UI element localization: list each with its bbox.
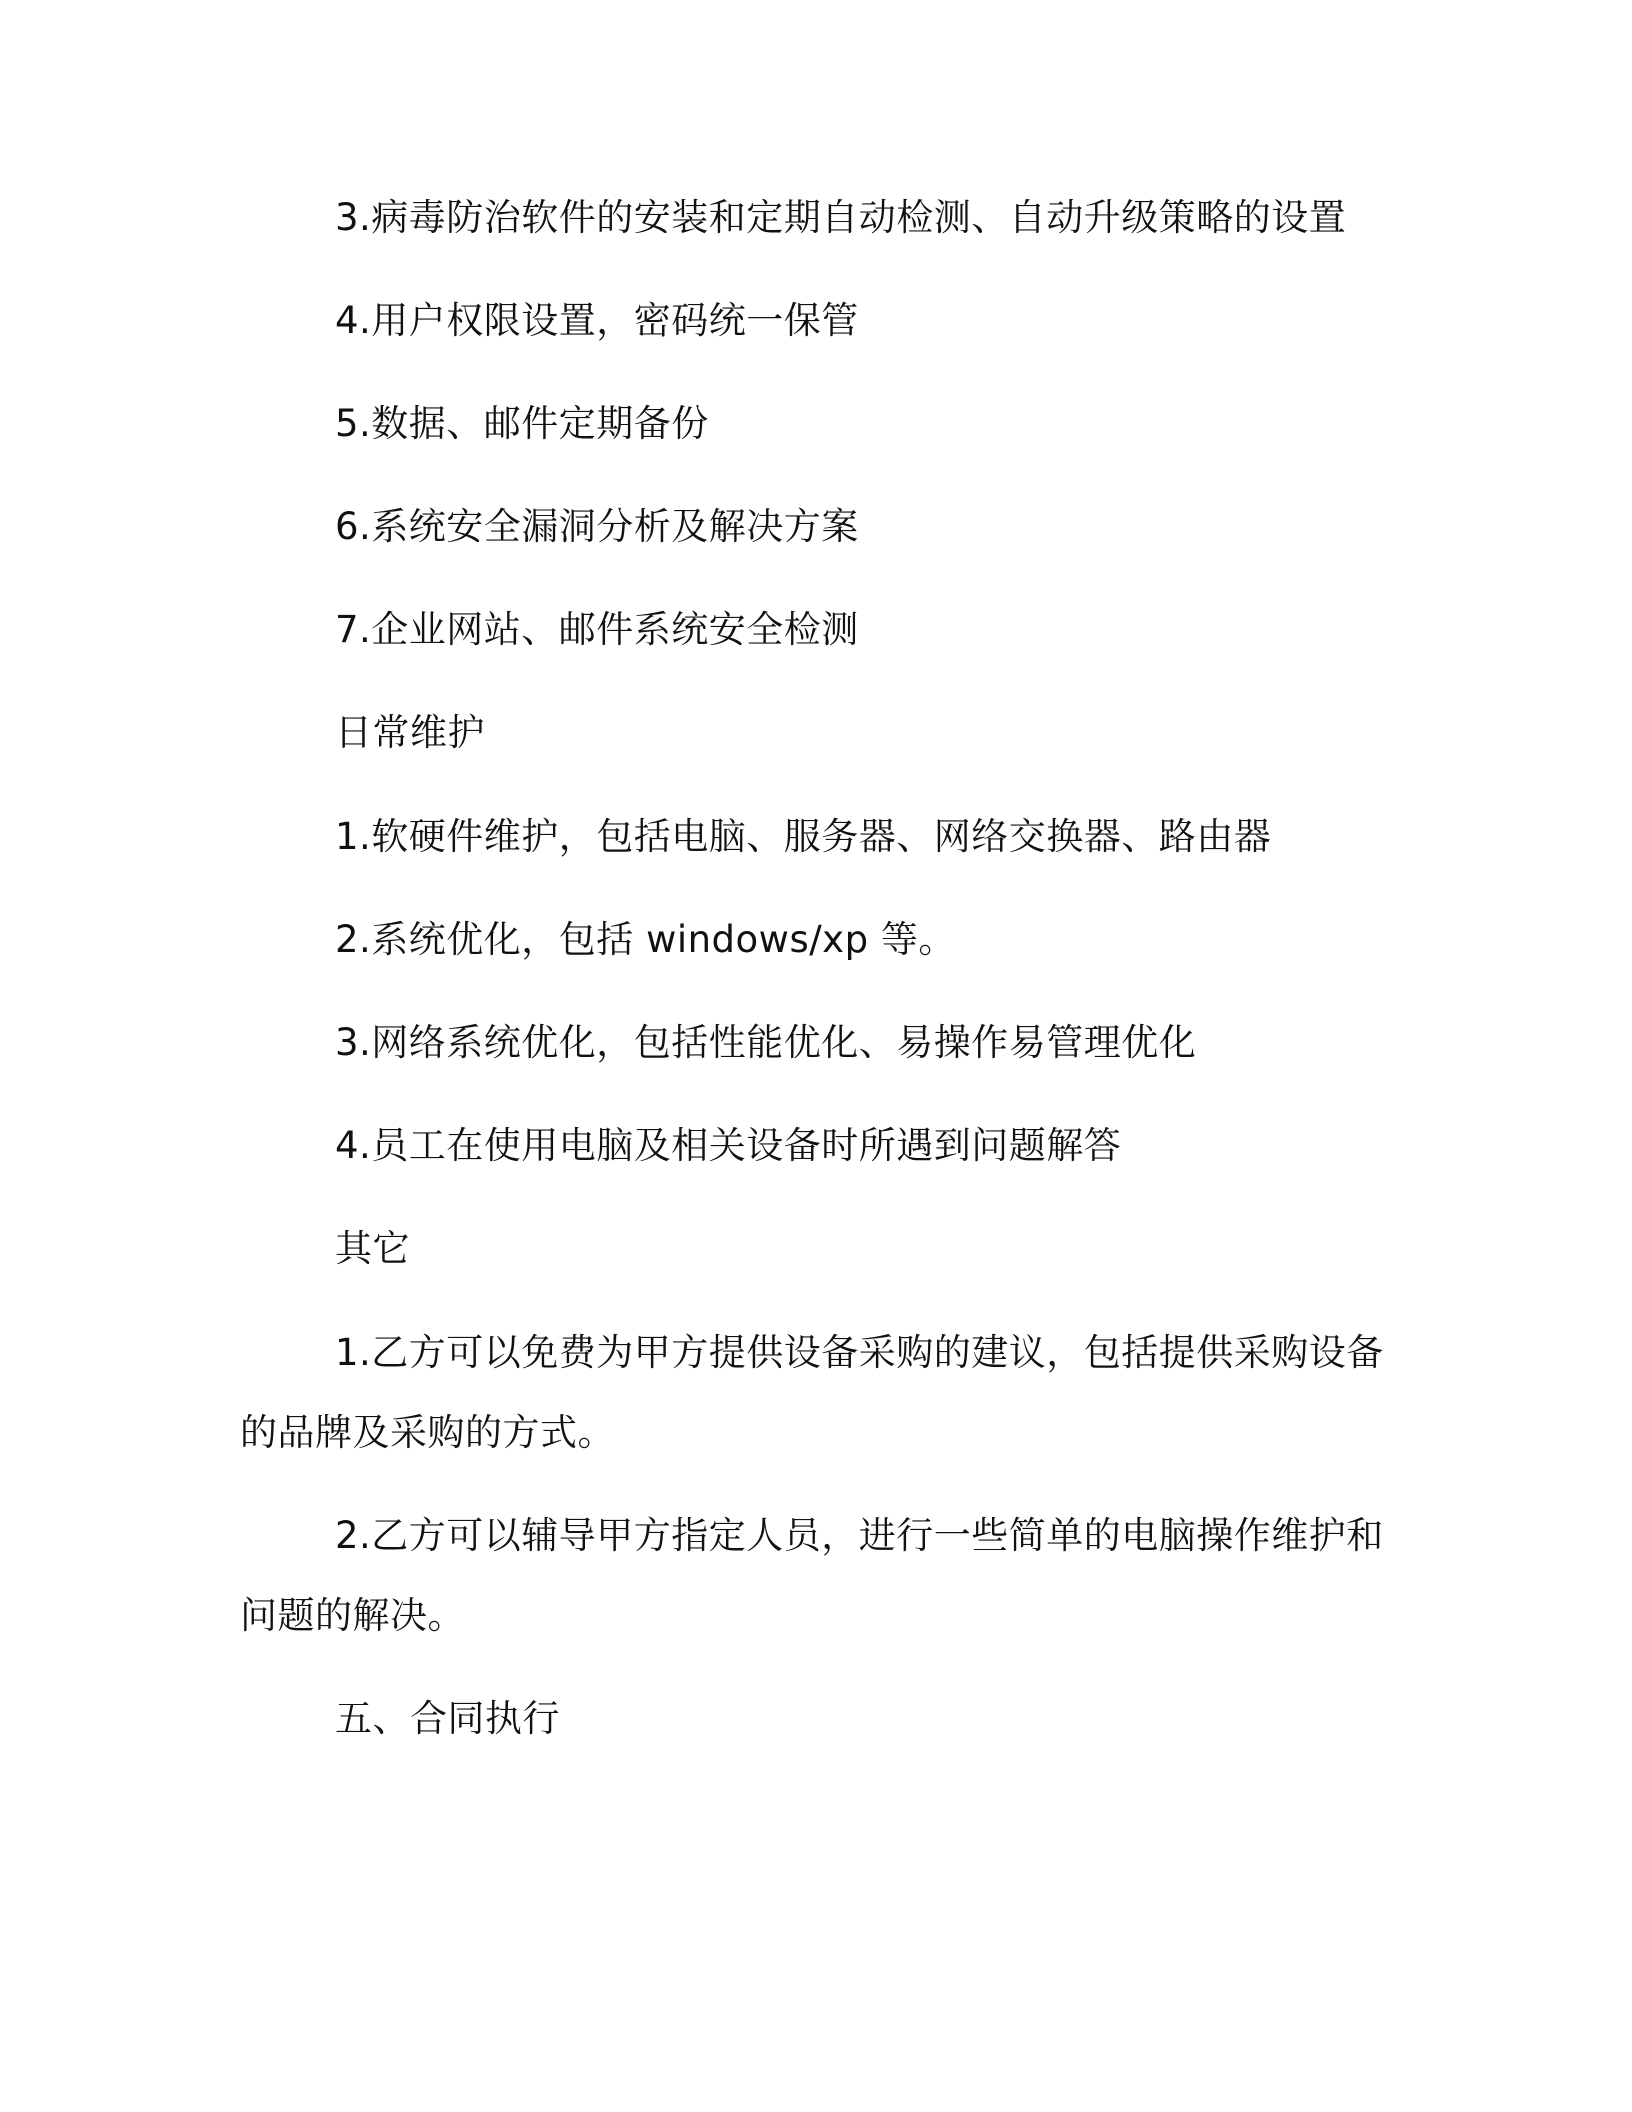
paragraph-procurement-line-1: 1.乙方可以免费为甲方提供设备采购的建议，包括提供采购设备 — [335, 1331, 1384, 1374]
list-item-website-security: 7.企业网站、邮件系统安全检测 — [335, 608, 859, 651]
list-item-virus-protection: 3.病毒防治软件的安装和定期自动检测、自动升级策略的设置 — [335, 196, 1347, 239]
list-item-user-permissions: 4.用户权限设置，密码统一保管 — [335, 299, 859, 342]
section-heading-daily-maintenance: 日常维护 — [335, 711, 485, 754]
section-heading-other: 其它 — [335, 1227, 410, 1270]
list-item-hardware-maintenance: 1.软硬件维护，包括电脑、服务器、网络交换器、路由器 — [335, 815, 1272, 858]
list-item-network-optimization: 3.网络系统优化，包括性能优化、易操作易管理优化 — [335, 1021, 1197, 1064]
list-item-security-analysis: 6.系统安全漏洞分析及解决方案 — [335, 505, 859, 548]
paragraph-training-line-1: 2.乙方可以辅导甲方指定人员，进行一些简单的电脑操作维护和 — [335, 1514, 1384, 1557]
list-item-system-optimization: 2.系统优化，包括 windows/xp 等。 — [335, 918, 956, 961]
section-heading-contract-execution: 五、合同执行 — [335, 1697, 560, 1740]
list-item-data-backup: 5.数据、邮件定期备份 — [335, 402, 709, 445]
list-item-employee-support: 4.员工在使用电脑及相关设备时所遇到问题解答 — [335, 1124, 1122, 1167]
paragraph-procurement-line-2: 的品牌及采购的方式。 — [240, 1411, 615, 1454]
paragraph-training-line-2: 问题的解决。 — [240, 1594, 465, 1637]
